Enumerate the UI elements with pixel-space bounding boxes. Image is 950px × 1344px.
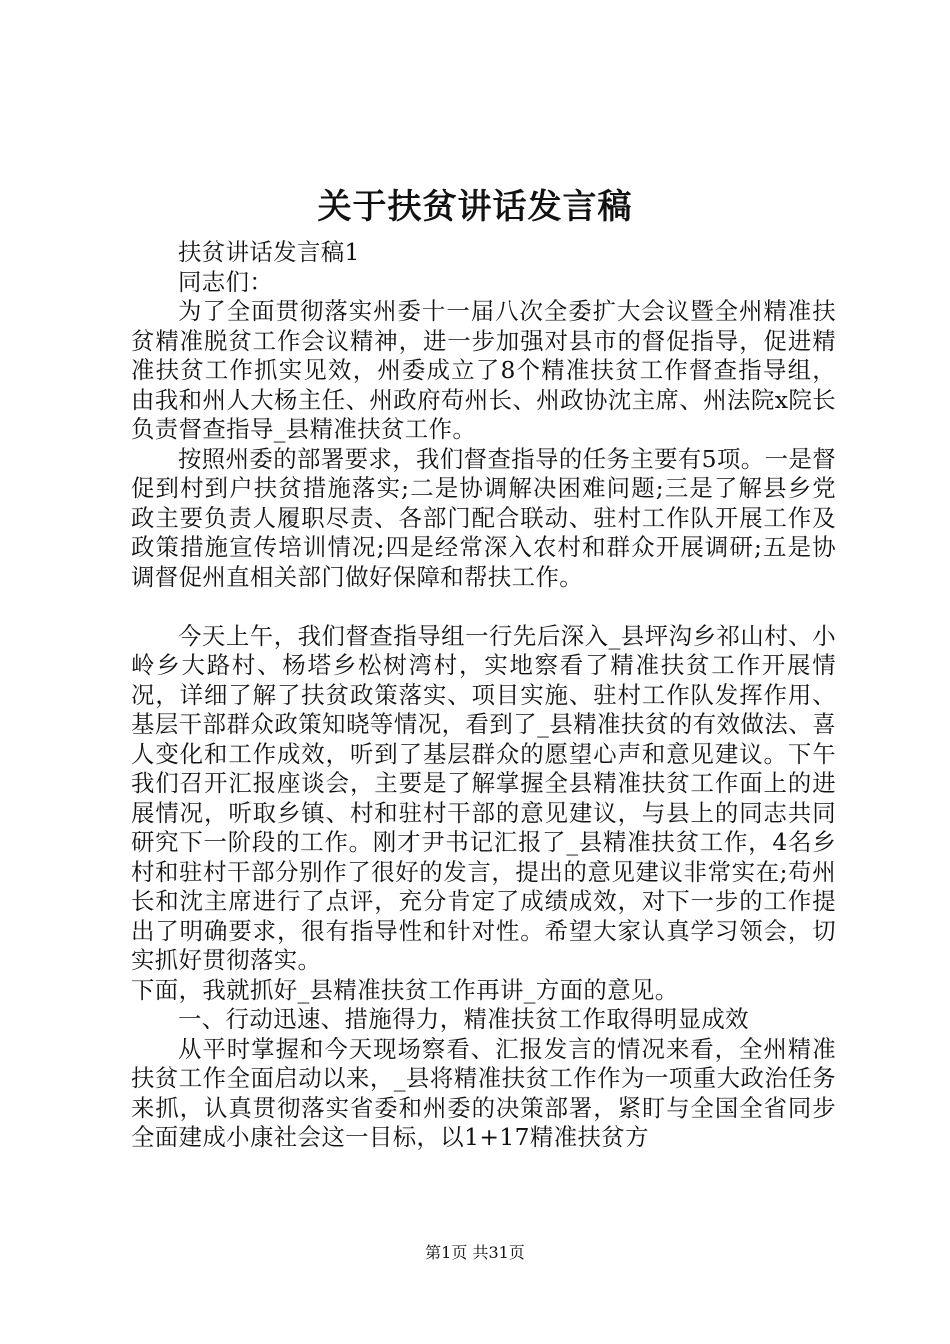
document-body	[131, 238, 836, 1153]
paragraph-section-1: 从平时掌握和今天现场察看、汇报发言的情况来看，全州精准扶贫工作全面启动以来，_县将精准扶贫工作作为一项重大政治任务来抓，认真贯彻落实省委和州委的决策部署，紧盯与全国全省同步全面建成小康社会这一目标，以1+17精准扶贫方	[131, 1034, 836, 1151]
paragraph-transition: 下面，我就抓好_县精准扶贫工作再讲_方面的意见。	[131, 975, 679, 1004]
paragraph-inspection: 今天上午，我们督查指导组一行先后深入_县坪沟乡祁山村、小岭乡大路村、杨塔乡松树湾村，实地察看了精准扶贫工作开展情况，详细了解了扶贫政策落实、项目实施、驻村工作队发挥作用、基层干部群众政策知晓等情况，看到了_县精准扶贫的有效做法、喜人变化和工作成效，听到了基层群众的愿望心声和意见建议。下午我们召开汇报座谈会，主要是了解掌握全县精准扶贫工作面上的进展情况，听取乡镇、村和驻村干部的意见建议，与县上的同志共同研究下一阶段的工作。刚才尹书记汇报了_县精准扶贫工作，4名乡村和驻村干部分别作了很好的发言，提出的意见建议非常实在;苟州长和沈主席进行了点评，充分肯定了成绩成效，对下一步的工作提出了明确要求，很有指导性和针对性。希望大家认真学习领会，切实抓好贯彻落实。	[131, 621, 836, 974]
paragraph-subtitle: 扶贫讲话发言稿1	[178, 238, 360, 266]
page-number-footer: 第1页 共31页	[425, 1243, 525, 1262]
paragraph-intro: 为了全面贯彻落实州委十一届八次全委扩大会议暨全州精准扶贫精准脱贫工作会议精神，进一步加强对县市的督促指导，促进精准扶贫工作抓实见效，州委成立了8个精准扶贫工作督查指导组，由我和州人大杨主任、州政府苟州长、州政协沈主席、州法院x院长负责督查指导_县精准扶贫工作。	[131, 297, 836, 443]
paragraph-tasks: 按照州委的部署要求，我们督查指导的任务主要有5项。一是督促到村到户扶贫措施落实;二是协调解决困难问题;三是了解县乡党政主要负责人履职尽责、各部门配合联动、驻村工作队开展工作及政策措施宣传培训情况;四是经常深入农村和群众开展调研;五是协调督促州直相关部门做好保障和帮扶工作。	[131, 444, 836, 591]
section-heading-1: 一、行动迅速、措施得力，精准扶贫工作取得明显成效	[178, 1005, 749, 1033]
document-title: 关于扶贫讲话发言稿	[317, 187, 633, 227]
paragraph-salutation: 同志们：	[178, 267, 274, 296]
